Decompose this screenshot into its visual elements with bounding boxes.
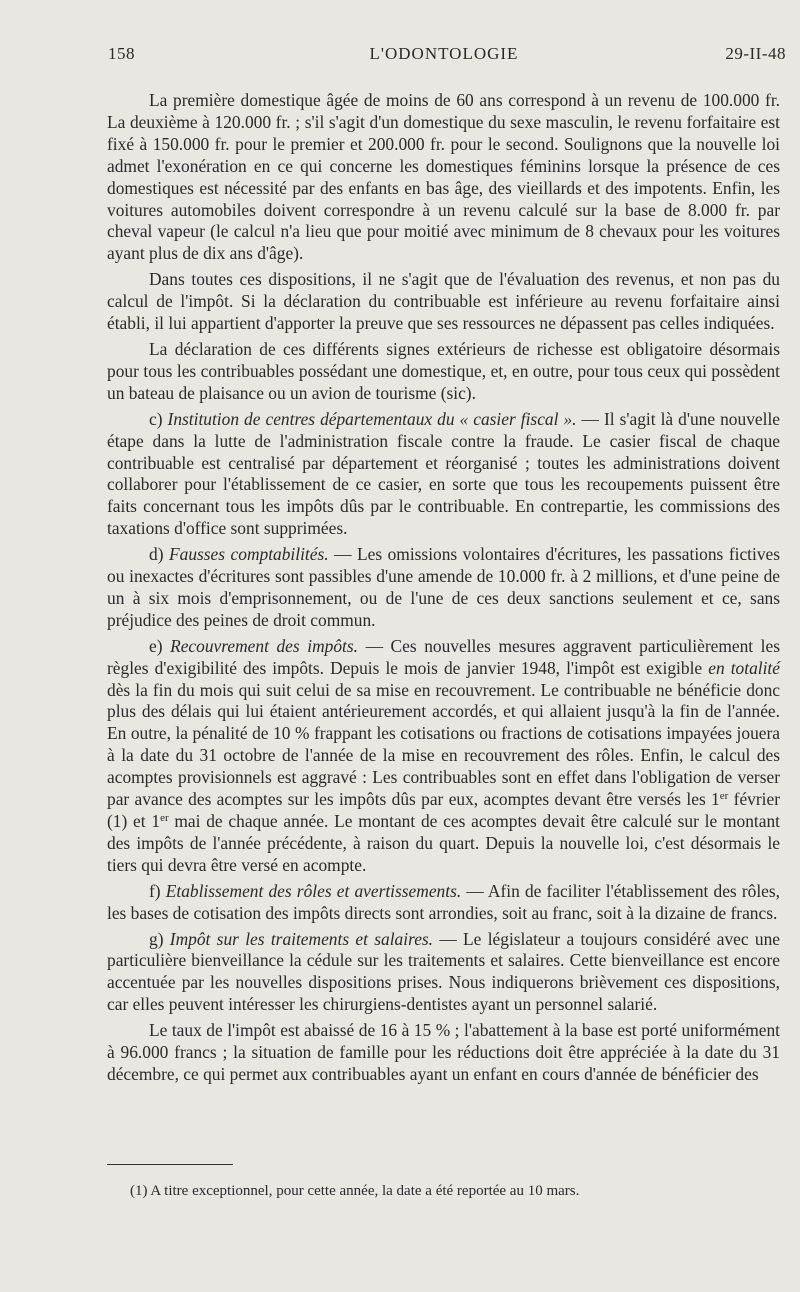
running-header <box>108 44 786 72</box>
article-body <box>107 90 780 1090</box>
section-e-title: Recouvrement des impôts. <box>170 635 358 656</box>
paragraph-domestiques: La première domestique âgée de moins de 60 ans correspond à un revenu de 100.000 fr. La deuxième à 120.000 fr. ; s'il s'agit d'un domestique du sexe masculin, le revenu forfaitaire est fixé à 150.000 fr. pour le premier et 200.000 fr. pour le second. Soulignons que la nouvelle loi admet l'exonération en ce qui concerne les domestiques féminins lorsque la présence de ces domestiques est nécessité par des enfants en bas âge, des vieillards et des impotents. Enfin, les voitures automobiles doivent correspondre à un revenu calculé sur la base de 8.000 fr. par cheval vapeur (le calcul n'a lieu que pour moitié avec minimum de 8 chevaux pour les voitures ayant plus de dix ans d'âge). <box>107 90 780 264</box>
issue-date: 29-II-48 <box>725 44 786 63</box>
footnote: (1) A titre exceptionnel, pour cette année, la date a été reportée au 10 mars. <box>130 1183 580 1199</box>
paragraph-declaration: La déclaration de ces différents signes extérieurs de richesse est obligatoire désormais pour tous les contribuables possédant une domestique, et, en outre, pour tous ceux qui possèdent un bateau de plaisance ou un avion de tourisme (sic). <box>107 338 780 403</box>
section-g-title: Impôt sur les traitements et salaires. <box>169 928 434 949</box>
section-f-title: Etablissement des rôles et avertissements. <box>165 880 462 901</box>
section-d: d) Fausses comptabilités. — Les omissions volontaires d'écritures, les passations fictives ou inexactes d'écritures sont passibles d'une amende de 10.000 fr. à 2 millions, et d'une peine de un à six mois d'emprisonnement, ou de l'une de ces deux sanctions seulement et ce, sans préjudice des peines de droit commun. <box>107 544 781 630</box>
journal-title: L'ODONTOLOGIE <box>369 44 519 63</box>
paragraph-taux: Le taux de l'impôt est abaissé de 16 à 15 % ; l'abattement à la base est porté uniformément à 96.000 francs ; la situation de famille pour les réductions doit être appréciée à la date du 31 décembre, ce qui permet aux contribuables ayant un enfant en cours d'année de bénéficier des <box>107 1020 780 1084</box>
footnote-divider <box>107 1164 233 1165</box>
section-d-title: Fausses comptabilités. <box>169 544 329 565</box>
section-f: f) Etablissement des rôles et avertissements. — Afin de faciliter l'établissement des rôles, les bases de cotisation des impôts directs sont arrondies, soit au franc, soit à la dizaine de francs. <box>107 880 780 923</box>
section-c: c) Institution de centres départementaux du « casier fiscal ». — Il s'agit là d'une nouvelle étape dans la lutte de l'administration fiscale contre la fraude. Le casier fiscal de chaque contribuable est centralisé par département et réorganisé ; toutes les administrations doivent collaborer pour l'établissement de ce casier, en sorte que tous les recoupements puissent être faits concernant tous les impôts dûs par le contribuable. En contrepartie, les commissions des taxations d'office sont supprimées. <box>107 408 780 539</box>
section-c-title: Institution de centres départementaux du « casier fiscal ». <box>167 408 577 429</box>
section-g: g) Impôt sur les traitements et salaires. — Le législateur a toujours considéré avec une particulière bienveillance la cédule sur les traitements et salaires. Cette bienveillance est encore accentuée par les nouvelles dispositions prises. Nous indiquerons brièvement ces dispositions, car elles peuvent intéresser les chirurgiens-dentistes ayant un personnel salarié. <box>107 928 780 1015</box>
section-e: e) Recouvrement des impôts. — Ces nouvelles mesures aggravent particulièrement les règles d'exigibilité des impôts. Depuis le mois de janvier 1948, l'impôt est exigible en totalité dès la fin du mois qui suit celui de sa mise en recouvrement. Le contribuable ne bénéficie donc plus des délais qui lui étaient antérieurement accordés, et qui allaient jusqu'à la fin de l'année. En outre, la pénalité de 10 % frappant les cotisations ou fractions de cotisations impayées jouera à la date du 31 octobre de l'année de la mise en recouvrement des rôles. Enfin, le calcul des acomptes provisionnels est aggravé : Les contribuables sont en effet dans l'obligation de verser par avance des acomptes sur les impôts dûs par eux, acomptes devant être versés les 1er février (1) et 1er mai de chaque année. Le montant de ces acomptes devait être calculé sur le montant des impôts de l'année précédente, à raison du quart. Depuis la nouvelle loi, c'est désormais le tiers qui devra être versé en acompte. <box>107 635 780 875</box>
page-number: 158 <box>108 44 135 63</box>
paragraph-evaluation: Dans toutes ces dispositions, il ne s'agit que de l'évaluation des revenus, et non pas du calcul de l'impôt. Si la déclaration du contribuable est inférieure au revenu forfaitaire ainsi établi, il lui appartient d'apporter la preuve que ses ressources ne dépassent pas celles indiquées. <box>107 269 780 334</box>
